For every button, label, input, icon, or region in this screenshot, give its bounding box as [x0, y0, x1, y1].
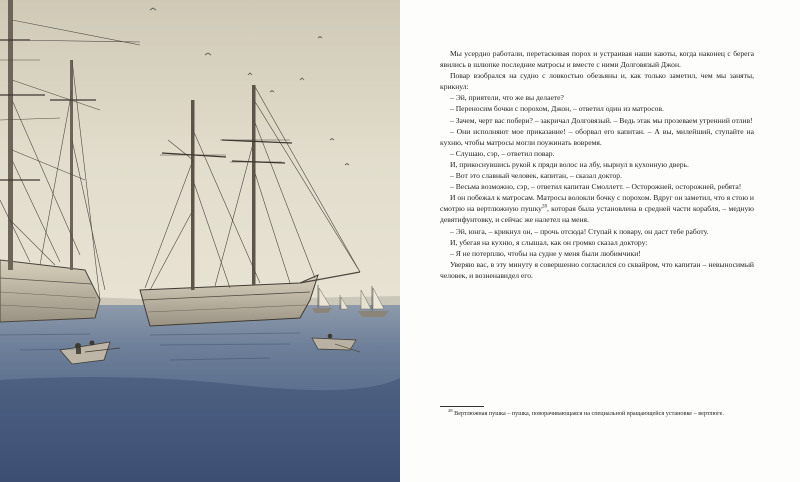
- paragraph-with-footnote: [440, 192, 754, 225]
- footnote-number: 28: [448, 407, 453, 413]
- paragraph: – Переносим бочки с порохом, Джон, – ответил один из матросов.: [450, 104, 664, 114]
- footnote-marker[interactable]: 28: [541, 204, 547, 210]
- paragraph: Повар взобрался на судно с ловкостью обезьяны и, как только заметил, чем мы заняты, крикнул:: [440, 71, 754, 92]
- paragraph: – Слушаю, сэр, – ответил повар.: [450, 148, 555, 158]
- paragraph: – Эй, приятели, что же вы делаете?: [450, 93, 564, 103]
- paragraph: И, прикоснувшись рукой к пряди волос на лбу, нырнул в кухонную дверь.: [450, 159, 689, 169]
- paragraph-text-cont: , которая была установлена в средней части корабля, – медную девятифунтовку, и сейчас же налетел на меня.: [440, 204, 754, 225]
- paragraph-text: И он побежал к матросам. Матросы волокли бочку с порохом. Вдруг он заметил, что я стою и смотрю на вертлюжную пушку: [440, 193, 754, 214]
- paragraph: Мы усердно работали, перетаскивая порох и устраивая наши каюты, когда наконец с берега явились в шлюпке последние матросы и вместе с ними Долговязый Джон.: [440, 49, 754, 70]
- paragraph: – Весьма возможно, сэр, – ответил капитан Смоллетт. – Осторожней, осторожней, ребята!: [450, 182, 742, 192]
- paragraph: – Вот это славный человек, капитан, – сказал доктор.: [450, 171, 622, 181]
- paragraph: – Они исполняют мое приказание! – оборвал его капитан. – А вы, милейший, ступайте на кухню, чтобы матросы могли поужинать вовремя.: [440, 126, 754, 147]
- paragraph: – Я не потерплю, чтобы на судне у меня были любимчики!: [450, 248, 641, 258]
- footnote-divider: [440, 406, 484, 407]
- body-text: [440, 48, 754, 281]
- paragraph: – Эй, юнга, – крикнул он, – прочь отсюда! Ступай к повару, он даст тебе работу.: [450, 226, 709, 236]
- footnote: [440, 409, 754, 419]
- footnote-text: Вертлюжная пушка – пушка, поворачивающаяся на специальной вращающейся установке – вертлюге.: [454, 410, 724, 417]
- paragraph: – Зачем, черт вас побери? – закричал Долговязый. – Ведь этак мы прозеваем утренний отлив!: [450, 115, 753, 125]
- text-page: [400, 0, 800, 482]
- paragraph: И, убегая на кухню, я слышал, как он громко сказал доктору:: [450, 237, 648, 247]
- paragraph: Уверяю вас, в эту минуту я совершенно согласился со сквайром, что капитан – невыносимый человек, и возненавидел его.: [440, 259, 754, 280]
